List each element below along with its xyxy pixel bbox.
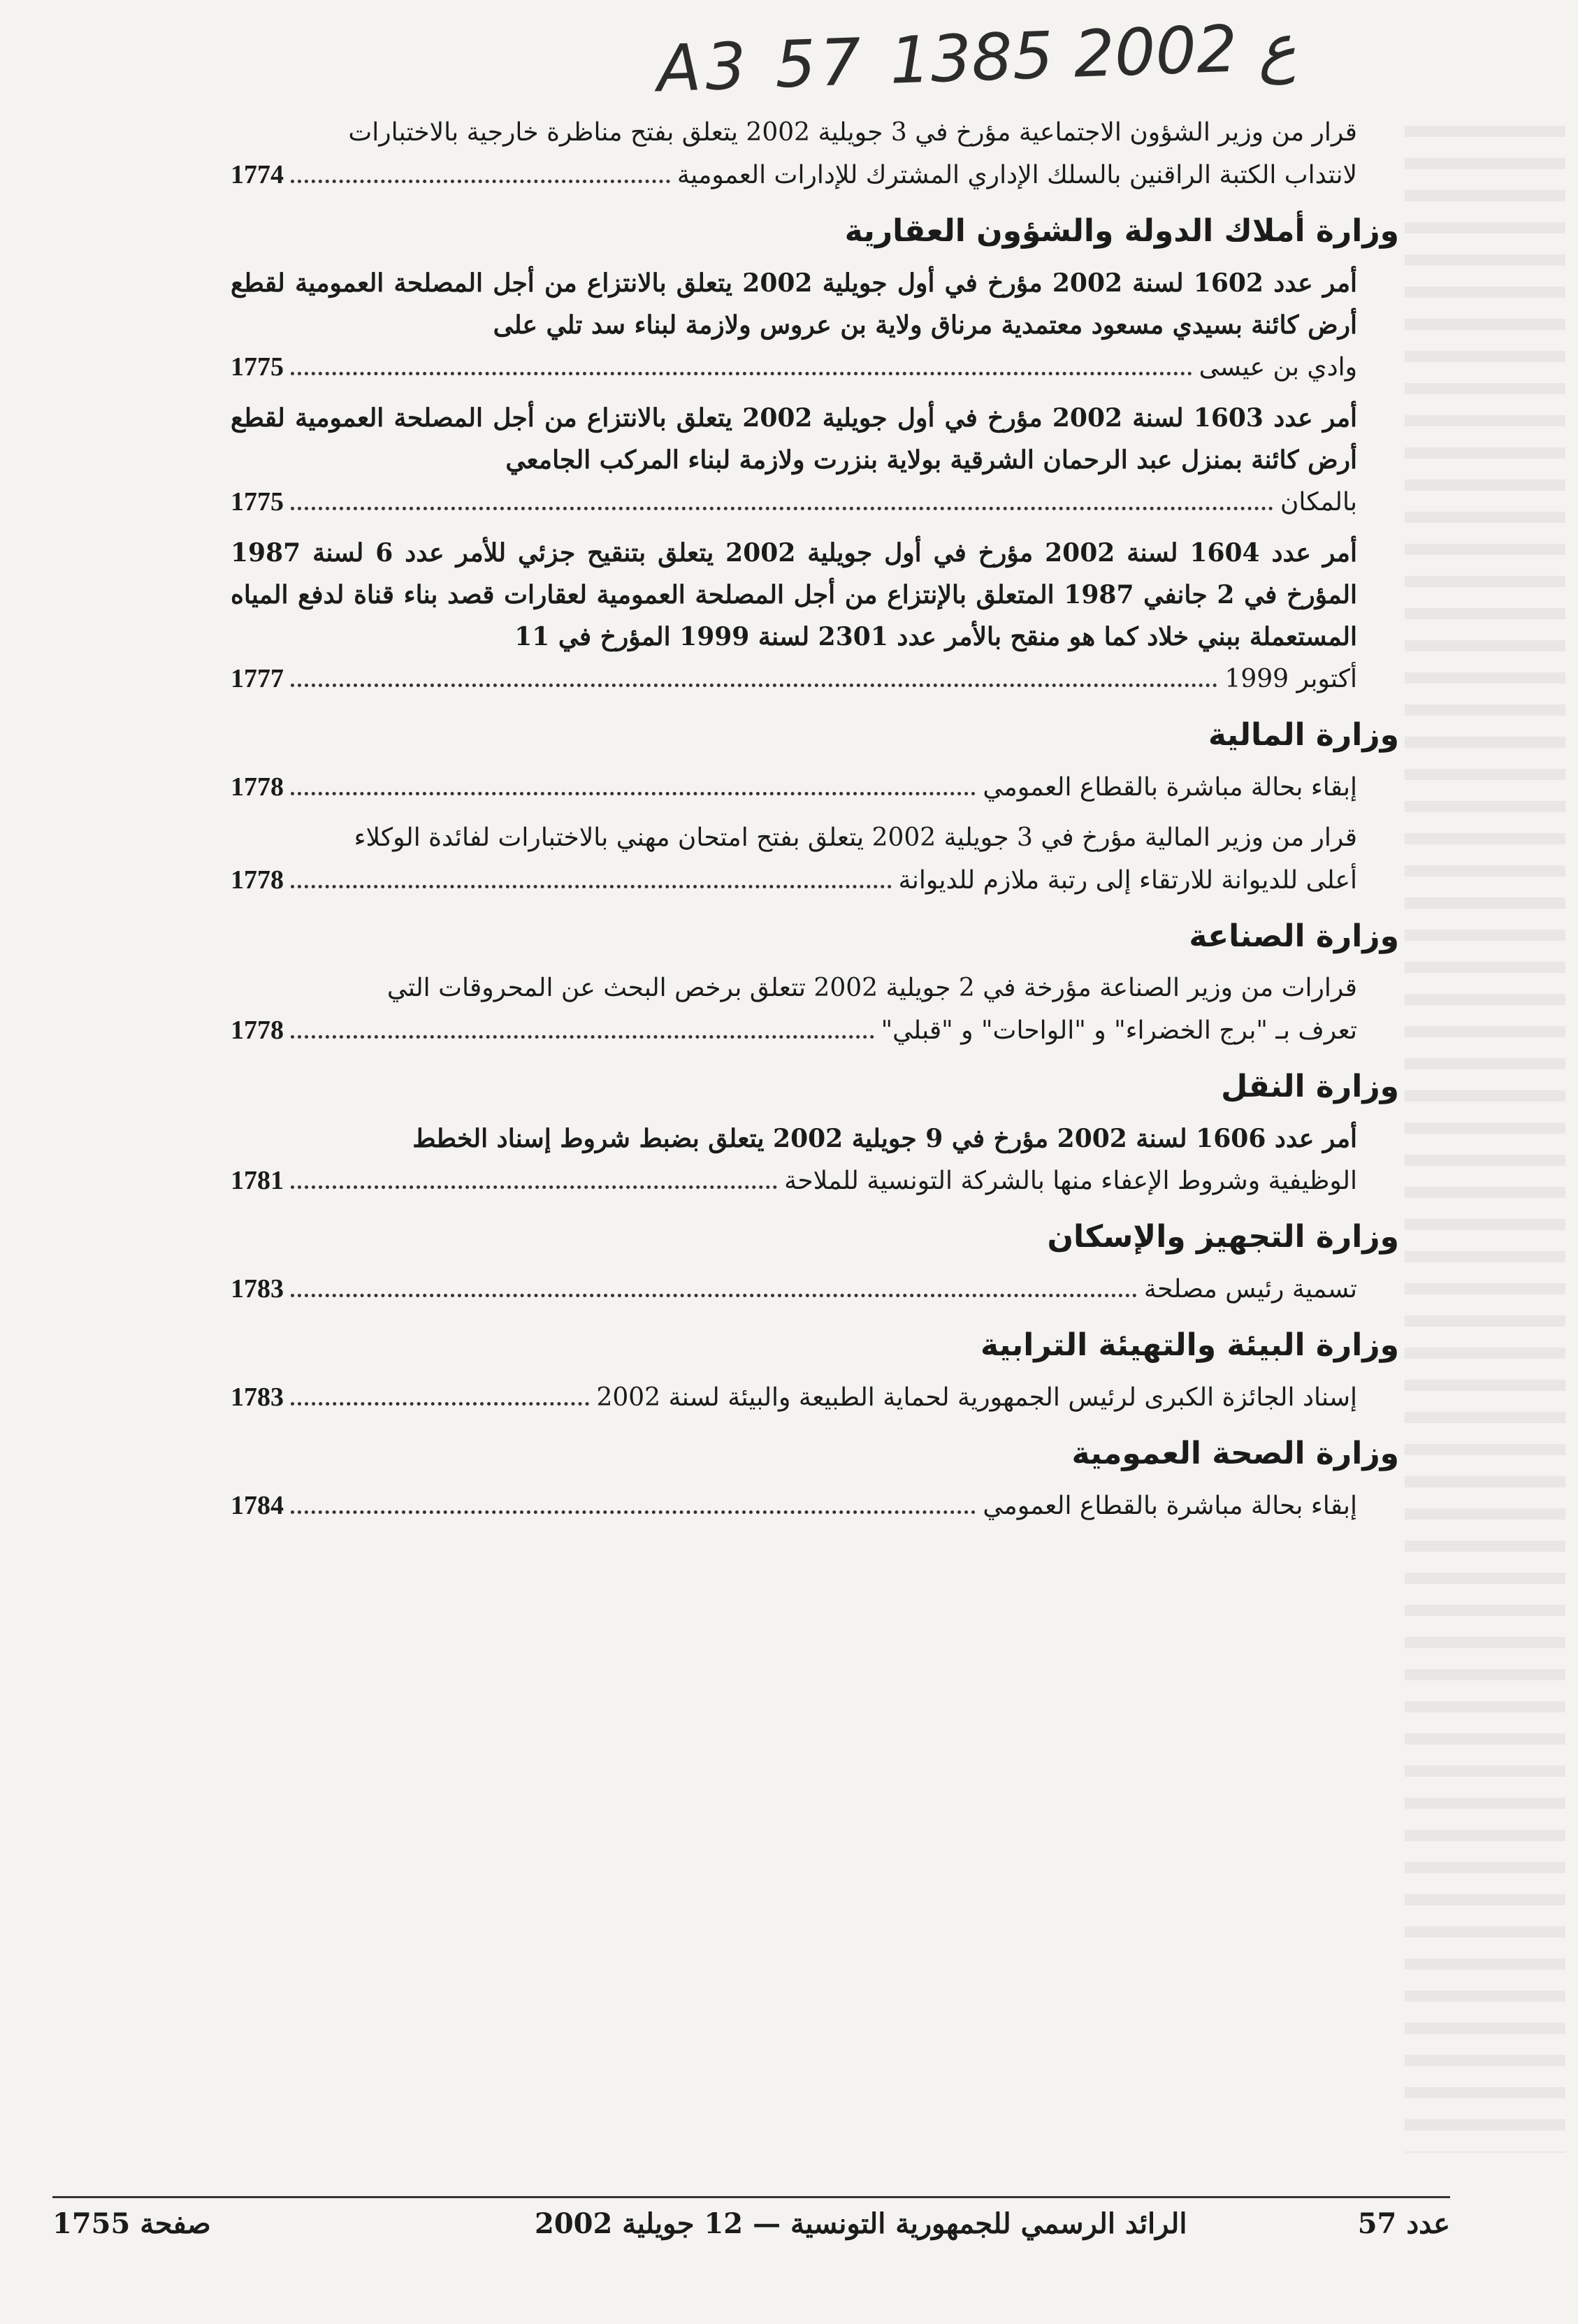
toc-entry [231,1485,1399,1527]
page-number: صفحة 1755 [52,2207,211,2240]
ministry-heading: وزارة التجهيز والإسكان [1047,1219,1399,1255]
entry-page-number: 1783 [231,1383,284,1412]
entry-page-number: 1784 [231,1491,284,1520]
entry-last-line [231,1009,1357,1052]
entry-last-line [231,1376,1357,1419]
entry-text: قرار من وزير المالية مؤرخ في 3 جويلية 2002 يتعلق بفتح امتحان مهني بالاختبارات لفائدة الوكلاء [354,823,1357,852]
entry-page-number: 1778 [231,865,284,895]
entry-last-line [231,859,1357,902]
entry-text: أمر عدد 1604 لسنة 2002 مؤرخ في أول جويلية 2002 يتعلق بتنقيح جزئي للأمر عدد 6 لسنة 1987 المؤرخ في 2 جانفي 1987 المتعلق بالإنتزاع من أجل المصلحة العمومية لعقارات قصد بناء قناة لدفع المياه المستعملة ببني خلاد كما هو منقح بالأمر عدد 2301 لسنة 1999 المؤرخ في 11 [231,538,1357,651]
entry-last-line [231,1160,1357,1202]
entry-last-line-text: لانتداب الكتبة الراقنين بالسلك الإداري المشترك للإدارات العمومية [676,161,1357,189]
handwritten-note: A3 57 ع 2002 1385 [656,9,1298,107]
issue-number: عدد 57 [1357,2207,1450,2240]
entry-last-line-text: تعرف بـ "برج الخضراء" و "الواحات" و "قبلي" [881,1016,1357,1045]
toc-entry [231,967,1399,1052]
entry-last-line-text: أكتوبر 1999 [1224,665,1357,693]
toc-entry [231,112,1399,196]
ministry-heading: وزارة أملاك الدولة والشؤون العقارية [844,213,1399,249]
entry-page-number: 1775 [231,352,284,382]
entry-text: قرارات من وزير الصناعة مؤرخة في 2 جويلية 2002 تتعلق برخص البحث عن المحروقات التي [386,974,1357,1002]
toc-entry [231,817,1399,902]
entry-text: أمر عدد 1602 لسنة 2002 مؤرخ في أول جويلية 2002 يتعلق بالانتزاع من أجل المصلحة العمومية لقطع أرض كائنة بسيدي مسعود معتمدية مرناق ولاية بن عروس ولازمة لبناء سد تلي على [231,268,1357,340]
ministry-heading: وزارة المالية [1208,717,1399,753]
toc-entry [231,262,1399,389]
entry-page-number: 1778 [231,1016,284,1045]
entry-last-line-text: الوظيفية وشروط الإعفاء منها بالشركة التونسية للملاحة [784,1167,1357,1195]
entry-page-number: 1777 [231,664,284,693]
dot-leader [291,884,892,888]
ministry-heading: وزارة الصحة العمومية [1071,1436,1399,1471]
toc-entry [231,1118,1399,1202]
bleed-through-shadow [1405,126,1565,2153]
entry-text: أمر عدد 1606 لسنة 2002 مؤرخ في 9 جويلية 2002 يتعلق بضبط شروط إسناد الخطط [412,1124,1357,1153]
entry-page-number: 1783 [231,1274,284,1304]
entry-last-line-text: أعلى للديوانة للارتقاء إلى رتبة ملازم للديوانة [898,866,1357,895]
entry-last-line-text: وادي بن عيسى [1199,353,1357,382]
entry-text: قرار من وزير الشؤون الاجتماعية مؤرخ في 3 جويلية 2002 يتعلق بفتح مناظرة خارجية بالاختبارات [348,118,1357,147]
entry-last-line-text: بالمكان [1280,488,1357,517]
dot-leader [291,791,976,795]
entry-page-number: 1775 [231,487,284,517]
journal-title-date: الرائد الرسمي للجمهورية التونسية — 12 جويلية 2002 [535,2207,1187,2240]
ministry-heading: وزارة الصناعة [1189,918,1399,954]
entry-text: أمر عدد 1603 لسنة 2002 مؤرخ في أول جويلية 2002 يتعلق بالانتزاع من أجل المصلحة العمومية لقطع أرض كائنة بمنزل عبد الرحمان الشرقية بولاية بنزرت ولازمة لبناء المركب الجامعي [231,403,1357,475]
dot-leader [291,683,1217,687]
dot-leader [291,1401,589,1406]
page-footer [52,2207,1450,2249]
ministry-heading: وزارة النقل [1221,1069,1399,1104]
entry-last-line-text: تسمية رئيس مصلحة [1143,1275,1357,1304]
entry-last-line-text: إسناد الجائزة الكبرى لرئيس الجمهورية لحماية الطبيعة والبيئة لسنة 2002 [596,1383,1357,1412]
entry-last-line [231,766,1357,809]
dot-leader [291,506,1273,510]
entry-last-line-text: إبقاء بحالة مباشرة بالقطاع العمومي [983,773,1357,802]
table-of-contents [231,112,1399,1536]
toc-entry [231,397,1399,524]
entry-last-line [231,481,1357,524]
entry-last-line [231,1268,1357,1311]
ministry-heading: وزارة البيئة والتهيئة الترابية [980,1327,1399,1363]
footer-divider [52,2196,1450,2198]
entry-last-line [231,1485,1357,1527]
entry-last-line [231,346,1357,389]
dot-leader [291,1034,874,1039]
entry-last-line [231,154,1357,196]
entry-page-number: 1774 [231,160,284,189]
dot-leader [291,371,1192,375]
dot-leader [291,1293,1137,1297]
toc-entry [231,532,1399,700]
toc-entry [231,1376,1399,1419]
entry-page-number: 1781 [231,1166,284,1195]
dot-leader [291,179,670,183]
entry-last-line-text: إبقاء بحالة مباشرة بالقطاع العمومي [983,1492,1357,1520]
dot-leader [291,1510,976,1514]
dot-leader [291,1185,777,1189]
entry-page-number: 1778 [231,772,284,802]
entry-last-line [231,658,1357,700]
toc-entry [231,1268,1399,1311]
toc-entry [231,766,1399,809]
